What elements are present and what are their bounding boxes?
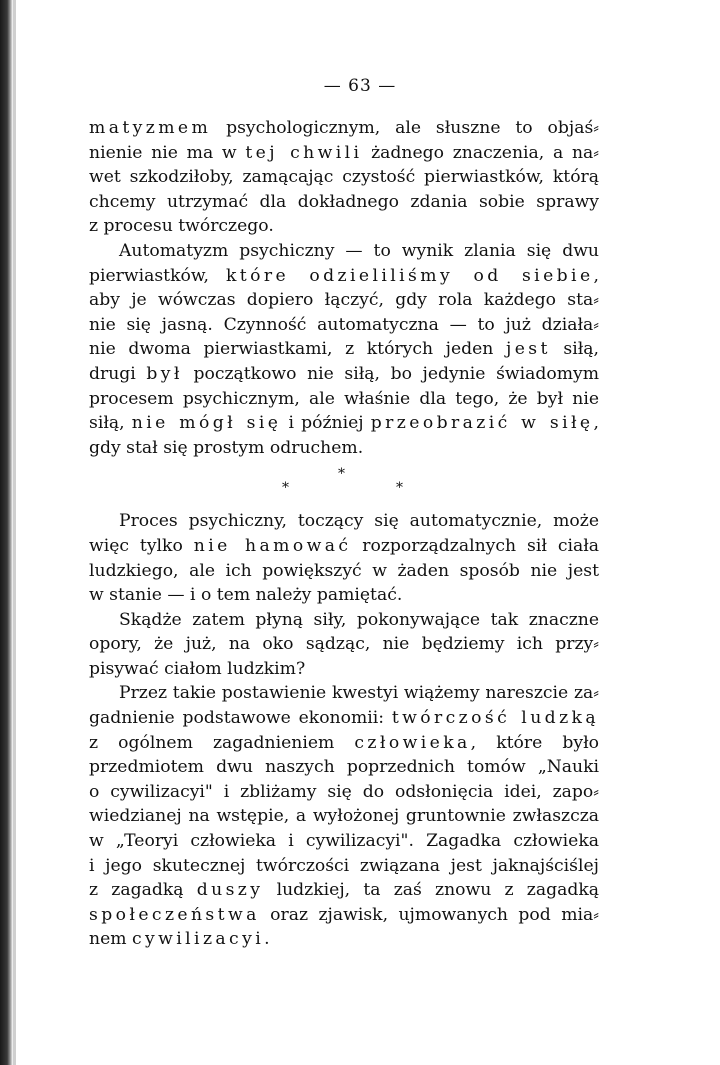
text-run: Skądże zatem płyną siły, pokonywające tak znaczne bbox=[119, 609, 599, 630]
text-line bbox=[89, 116, 599, 141]
text-run: rozporządzalnych sił ciała bbox=[351, 535, 600, 556]
paragraph-4 bbox=[89, 608, 599, 682]
book-spine-shadow bbox=[0, 0, 13, 1065]
text-run: opory, że już, na oko sądząc, nie będziemy ich przy⸗ bbox=[89, 634, 599, 655]
text-run: Automatyzm psychiczny — to wynik zlania się dwu bbox=[119, 240, 599, 261]
text-line bbox=[89, 509, 599, 534]
spaced-emphasis: nie mógł się bbox=[131, 413, 282, 434]
text-run: początkowo nie siłą, bo jedynie świadomym bbox=[182, 363, 599, 384]
paragraph-3 bbox=[89, 509, 599, 607]
text-line bbox=[89, 706, 599, 731]
text-run: wet szkodziłoby, zamącając czystość pierwiastków, którą bbox=[89, 167, 599, 188]
text-run: aby je wówczas dopiero łączyć, gdy rola każdego sta⸗ bbox=[89, 290, 599, 311]
text-line bbox=[89, 362, 599, 387]
text-line bbox=[89, 288, 599, 313]
paragraph-1 bbox=[89, 116, 599, 239]
spaced-emphasis: nie hamować bbox=[193, 535, 352, 556]
spaced-emphasis: tej chwili bbox=[245, 142, 363, 163]
text-run: siłą, bbox=[550, 339, 599, 360]
text-line bbox=[89, 878, 599, 903]
spaced-emphasis: społeczeństwa bbox=[89, 904, 260, 925]
text-run: z procesu twórczego. bbox=[89, 216, 274, 237]
text-line bbox=[89, 534, 599, 559]
text-line bbox=[89, 927, 599, 952]
text-run: . bbox=[264, 929, 270, 950]
text-line bbox=[89, 608, 599, 633]
text-run: przedmiotem dwu naszych poprzednich tomów „Nauki bbox=[89, 757, 599, 778]
text-run: w stanie — i o tem należy pamiętać. bbox=[89, 585, 403, 606]
spaced-emphasis: duszy bbox=[196, 880, 264, 901]
text-run: więc tylko bbox=[89, 535, 194, 556]
text-line bbox=[89, 657, 599, 682]
text-run: procesem psychicznym, ale właśnie dla tego, że był nie bbox=[89, 388, 599, 409]
text-run: i jego skutecznej twórczości związana jest jaknajściślej bbox=[89, 855, 599, 876]
section-separator bbox=[89, 460, 599, 509]
text-run: ludzkiej, ta zaś znowu z zagadką bbox=[263, 880, 599, 901]
text-run: z ogólnem zagadnieniem bbox=[89, 732, 355, 753]
asterisk-left: * bbox=[282, 480, 289, 497]
spaced-emphasis: twórczość ludzką bbox=[391, 708, 599, 729]
text-run: z zagadką bbox=[89, 880, 197, 901]
text-run: siłą, bbox=[89, 413, 132, 434]
page-number: — 63 — bbox=[323, 76, 397, 96]
text-run: , które było bbox=[470, 732, 599, 753]
page-body bbox=[89, 116, 599, 952]
text-run: w „Teoryi człowieka i cywilizacyi". Zagadka człowieka bbox=[89, 831, 599, 852]
text-run: , bbox=[593, 265, 599, 286]
text-line bbox=[89, 264, 599, 289]
text-line bbox=[89, 780, 599, 805]
spaced-emphasis: człowieka bbox=[354, 732, 471, 753]
text-line bbox=[89, 632, 599, 657]
text-run: nem bbox=[89, 929, 133, 950]
spaced-emphasis: matyzmem bbox=[89, 118, 212, 138]
text-run: żadnego znaczenia, a na⸗ bbox=[362, 142, 599, 163]
text-line bbox=[89, 337, 599, 362]
text-run: nie dwoma pierwiastkami, z których jeden bbox=[89, 339, 506, 360]
text-line bbox=[89, 411, 599, 436]
text-line bbox=[89, 239, 599, 264]
text-line bbox=[89, 436, 599, 461]
text-run: psychologicznym, ale słuszne to objaś⸗ bbox=[211, 118, 599, 138]
text-line bbox=[89, 583, 599, 608]
text-run: gdy stał się prostym odruchem. bbox=[89, 437, 364, 458]
asterisk-top: * bbox=[338, 466, 345, 483]
text-line bbox=[89, 190, 599, 215]
text-run: Proces psychiczny, toczący się automatycznie, może bbox=[119, 511, 599, 532]
text-line bbox=[89, 903, 599, 928]
text-run: o cywilizacyi" i zbliżamy się do odsłonięcia idei, zapo⸗ bbox=[89, 781, 599, 802]
text-line bbox=[89, 165, 599, 190]
text-run: Przez takie postawienie kwestyi wiążemy nareszcie za⸗ bbox=[119, 683, 599, 704]
text-line bbox=[89, 829, 599, 854]
text-line bbox=[89, 141, 599, 166]
text-run: pisywać ciałom ludzkim? bbox=[89, 658, 306, 679]
text-run: wiedzianej na wstępie, a wyłożonej gruntownie zwłaszcza bbox=[89, 806, 599, 827]
text-line bbox=[89, 387, 599, 412]
text-line bbox=[89, 559, 599, 584]
text-run: i później bbox=[281, 413, 371, 434]
spaced-emphasis: które odzieliliśmy od siebie bbox=[225, 265, 594, 286]
paragraph-5 bbox=[89, 681, 599, 952]
text-run: ludzkiego, ale ich powiększyć w żaden sposób nie jest bbox=[89, 560, 599, 581]
text-line bbox=[89, 804, 599, 829]
text-line bbox=[89, 313, 599, 338]
spaced-emphasis: jest bbox=[505, 339, 551, 360]
text-run: pierwiastków, bbox=[89, 265, 226, 286]
text-line bbox=[89, 854, 599, 879]
spaced-emphasis: był bbox=[146, 363, 183, 384]
text-line bbox=[89, 731, 599, 756]
text-line bbox=[89, 214, 599, 239]
text-run: , bbox=[593, 413, 599, 434]
text-run: nienie nie ma w bbox=[89, 142, 246, 163]
asterisk-right: * bbox=[396, 480, 403, 497]
spaced-emphasis: cywilizacyi bbox=[132, 929, 265, 950]
text-run: chcemy utrzymać dla dokładnego zdania sobie sprawy bbox=[89, 191, 599, 212]
spaced-emphasis: przeobrazić w siłę bbox=[370, 413, 594, 434]
text-run: nie się jasną. Czynność automatyczna — to już działa⸗ bbox=[89, 314, 599, 335]
text-run: oraz zjawisk, ujmowanych pod mia⸗ bbox=[259, 904, 599, 925]
paragraph-2 bbox=[89, 239, 599, 460]
text-run: drugi bbox=[89, 363, 147, 384]
text-line bbox=[89, 755, 599, 780]
text-line bbox=[89, 681, 599, 706]
text-run: gadnienie podstawowe ekonomii: bbox=[89, 708, 392, 729]
book-spine-edge bbox=[13, 0, 16, 1065]
